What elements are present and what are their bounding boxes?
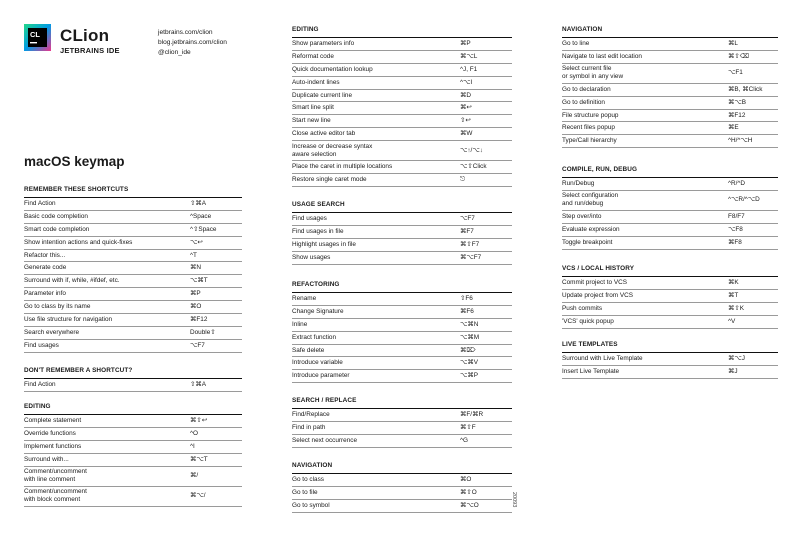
shortcut-action: Use file structure for navigation [24, 315, 113, 323]
shortcut-row [24, 288, 242, 301]
shortcut-keys: ^⌥R/^⌥D [728, 196, 760, 204]
shortcut-action: File structure popup [562, 111, 619, 119]
shortcut-row [292, 306, 512, 319]
section-title: SEARCH / REPLACE [292, 397, 512, 409]
shortcut-action: Push commits [562, 304, 603, 312]
shortcut-action: Go to definition [562, 98, 605, 106]
shortcut-action: Toggle breakpoint [562, 238, 613, 246]
shortcut-action: Find usages [292, 214, 327, 222]
shortcut-row [24, 487, 242, 507]
shortcut-keys: ⌥⌘V [460, 359, 479, 367]
shortcut-keys: ⌥F7 [460, 214, 475, 222]
shortcut-row [292, 252, 512, 265]
shortcut-action: Navigate to last edit location [562, 52, 642, 60]
shortcut-action: Find usages [24, 341, 59, 349]
shortcut-keys: ⌘F7 [460, 227, 474, 235]
shortcut-row [292, 370, 512, 383]
shortcut-keys: ^⇧Space [190, 225, 217, 233]
shortcut-action: Introduce parameter [292, 372, 350, 380]
document-code: 20093 [511, 492, 517, 508]
section-remember-these-shortcuts [24, 186, 242, 353]
shortcut-action: Find in path [292, 423, 326, 431]
shortcut-keys: ⌘⌥T [190, 455, 208, 463]
shortcut-action: Search everywhere [24, 328, 80, 336]
shortcut-keys: ^J, F1 [460, 65, 478, 73]
shortcut-action: Highlight usages in file [292, 240, 356, 248]
section-navigation [562, 26, 778, 148]
shortcut-action: Step over/into [562, 212, 602, 220]
shortcut-keys: ⌘⇧↩ [190, 416, 208, 424]
shortcut-row [292, 161, 512, 174]
shortcut-action: Complete statement [24, 416, 82, 424]
shortcut-row [292, 357, 512, 370]
shortcut-keys: ⇧⌘A [190, 380, 207, 388]
shortcut-action: Type/Call hierarchy [562, 137, 617, 145]
shortcut-action: Show intention actions and quick-fixes [24, 238, 133, 246]
section-title: NAVIGATION [562, 26, 778, 38]
shortcut-row [292, 345, 512, 358]
shortcut-action: Go to file [292, 488, 318, 496]
shortcut-action: Go to declaration [562, 85, 611, 93]
shortcut-keys: ⌘W [460, 130, 473, 138]
shortcut-action: Commit project to VCS [562, 278, 627, 286]
shortcut-keys: ^V [728, 317, 736, 325]
section-live-templates [562, 341, 778, 379]
brand-name: CLion [60, 26, 110, 45]
shortcut-keys: F8/F7 [728, 212, 745, 220]
section-refactoring [292, 281, 512, 383]
shortcut-row [24, 198, 242, 211]
shortcut-action: Rename [292, 294, 317, 302]
shortcut-action: Duplicate current line [292, 91, 353, 99]
clion-logo [24, 24, 51, 51]
shortcut-keys: ^⌥I [460, 78, 473, 86]
shortcut-action: Comment/uncomment with line comment [24, 468, 87, 484]
shortcut-action: Refactor this... [24, 251, 66, 259]
shortcut-action: Safe delete [292, 346, 325, 354]
shortcut-row [24, 224, 242, 237]
shortcut-action: Find Action [24, 199, 56, 207]
shortcut-action: Introduce variable [292, 359, 343, 367]
shortcut-row [24, 415, 242, 428]
brand-subtitle: JETBRAINS IDE [60, 46, 120, 55]
section-title: EDITING [24, 403, 242, 415]
shortcut-row [292, 226, 512, 239]
shortcut-keys: ⌥⌘N [460, 320, 479, 328]
link-blog[interactable]: blog.jetbrains.com/clion [158, 39, 227, 46]
shortcut-keys: ^T [190, 251, 197, 259]
shortcut-action: 'VCS' quick popup [562, 317, 614, 325]
shortcut-keys: ⌥⌘P [460, 372, 479, 380]
shortcut-keys: ⇧↩ [460, 117, 471, 125]
shortcut-row [24, 211, 242, 224]
shortcut-action: Show usages [292, 253, 331, 261]
shortcut-row [292, 422, 512, 435]
shortcut-row [562, 191, 778, 211]
link-twitter[interactable]: @clion_ide [158, 49, 191, 56]
shortcut-keys: ⎋ [460, 175, 466, 183]
shortcut-row [292, 115, 512, 128]
shortcut-action: Go to symbol [292, 501, 330, 509]
shortcut-row [292, 293, 512, 306]
shortcut-keys: ⌘F/⌘R [460, 410, 484, 418]
shortcut-keys: ⌘L [728, 39, 738, 47]
shortcut-row [562, 110, 778, 123]
shortcut-row [562, 224, 778, 237]
shortcut-keys: ⌘⌥F7 [460, 253, 482, 261]
shortcut-row [562, 178, 778, 191]
shortcut-row [292, 102, 512, 115]
section-search-replace [292, 397, 512, 448]
shortcut-keys: ⌘↩ [460, 104, 472, 112]
shortcut-keys: ⌘⇧F7 [460, 240, 480, 248]
shortcut-keys: ^I [190, 442, 195, 450]
shortcut-row [292, 319, 512, 332]
shortcut-keys: ⌘P [190, 290, 201, 298]
logo-text: CL [30, 30, 40, 39]
shortcut-keys: ⌘F8 [728, 238, 742, 246]
shortcut-keys: ⌘B, ⌘Click [728, 85, 763, 93]
shortcut-row [292, 487, 512, 500]
shortcut-keys: ⌘⌥B [728, 98, 747, 106]
shortcut-keys: ⌘D [460, 91, 472, 99]
section-editing [292, 26, 512, 187]
shortcut-action: Go to class by its name [24, 303, 91, 311]
shortcut-row [562, 237, 778, 250]
link-website[interactable]: jetbrains.com/clion [158, 29, 213, 36]
shortcut-row [292, 128, 512, 141]
shortcut-keys: ⌥↩ [190, 238, 203, 246]
shortcut-row [292, 239, 512, 252]
shortcut-row [292, 141, 512, 161]
shortcut-keys: ⌘O [460, 475, 472, 483]
shortcut-action: Close active editor tab [292, 130, 356, 138]
shortcut-keys: ⌘⇧⌫ [728, 52, 749, 60]
shortcut-action: Basic code completion [24, 212, 88, 220]
shortcut-row [292, 64, 512, 77]
section-vcs-local-history [562, 265, 778, 329]
section-title: REMEMBER THESE SHORTCUTS [24, 186, 242, 198]
shortcut-keys: ^R/^D [728, 179, 746, 187]
shortcut-keys: ⌘⇧O [460, 488, 477, 496]
shortcut-action: Start new line [292, 117, 331, 125]
shortcut-keys: ^Space [190, 212, 212, 220]
section-usage-search [292, 201, 512, 265]
shortcut-row [24, 237, 242, 250]
shortcut-row [24, 301, 242, 314]
brand-links [158, 28, 227, 58]
shortcut-keys: ⌘T [728, 291, 739, 299]
shortcut-row [562, 290, 778, 303]
shortcut-keys: ⌘⌦ [460, 346, 476, 354]
shortcut-row [24, 441, 242, 454]
section-navigation [292, 462, 512, 513]
shortcut-row [24, 428, 242, 441]
shortcut-action: Extract function [292, 333, 337, 341]
shortcut-action: Change Signature [292, 307, 344, 315]
shortcut-keys: ⌘N [190, 264, 202, 272]
shortcut-keys: ⌘F12 [190, 315, 208, 323]
shortcut-row [562, 51, 778, 64]
shortcut-action: Reformat code [292, 52, 334, 60]
section-title: COMPILE, RUN, DEBUG [562, 166, 778, 178]
shortcut-keys: ⌥⌘T [190, 277, 208, 285]
shortcut-row [562, 97, 778, 110]
shortcut-row [562, 353, 778, 366]
shortcut-row [292, 332, 512, 345]
shortcut-row [24, 250, 242, 263]
shortcut-keys: ⌘K [728, 278, 739, 286]
shortcut-keys: ⌥⌘M [460, 333, 480, 341]
shortcut-action: Override functions [24, 429, 76, 437]
shortcut-row [562, 135, 778, 148]
shortcut-action: Restore single caret mode [292, 175, 367, 183]
shortcut-keys: ⌥F8 [728, 225, 743, 233]
section-title: USAGE SEARCH [292, 201, 512, 213]
shortcut-action: Auto-indent lines [292, 78, 340, 86]
shortcut-row [24, 454, 242, 467]
shortcut-row [24, 379, 242, 392]
shortcut-row [24, 262, 242, 275]
shortcut-action: Go to class [292, 475, 324, 483]
shortcut-action: Show parameters info [292, 39, 355, 47]
section-editing [24, 403, 242, 507]
shortcut-keys: ⌘⇧K [728, 304, 745, 312]
shortcut-action: Smart line split [292, 104, 334, 112]
shortcut-action: Comment/uncomment with block comment [24, 488, 87, 504]
shortcut-keys: ⌘⌥/ [190, 492, 206, 500]
shortcut-keys: ^G [460, 436, 468, 444]
shortcut-action: Find Action [24, 380, 56, 388]
shortcut-row [24, 327, 242, 340]
shortcut-keys: ⌘⌥J [728, 354, 745, 362]
shortcut-action: Find/Replace [292, 410, 330, 418]
shortcut-keys: ⌘⌥L [460, 52, 478, 60]
shortcut-row [24, 314, 242, 327]
shortcut-action: Surround with... [24, 455, 69, 463]
shortcut-action: Surround with Live Template [562, 354, 643, 362]
shortcut-action: Quick documentation lookup [292, 65, 373, 73]
shortcut-keys: ^O [190, 429, 198, 437]
section-title: LIVE TEMPLATES [562, 341, 778, 353]
shortcut-keys: ⌥F1 [728, 69, 743, 77]
shortcut-action: Place the caret in multiple locations [292, 163, 393, 171]
shortcut-row [562, 303, 778, 316]
shortcut-action: Select current file or symbol in any view [562, 65, 624, 81]
shortcut-keys: ⌘E [728, 124, 739, 132]
page-title: macOS keymap [24, 154, 125, 169]
shortcut-row [562, 38, 778, 51]
section-compile-run-debug [562, 166, 778, 250]
shortcut-keys: ⌥⇧Click [460, 163, 487, 171]
shortcut-action: Update project from VCS [562, 291, 634, 299]
shortcut-action: Run/Debug [562, 179, 595, 187]
shortcut-action: Select next occurrence [292, 436, 358, 444]
shortcut-row [562, 277, 778, 290]
shortcut-action: Recent files popup [562, 124, 615, 132]
shortcut-row [292, 38, 512, 51]
shortcut-row [292, 213, 512, 226]
section-title: NAVIGATION [292, 462, 512, 474]
shortcut-row [24, 467, 242, 487]
shortcut-action: Generate code [24, 264, 67, 272]
shortcut-row [292, 409, 512, 422]
shortcut-keys: ⇧⌘A [190, 199, 207, 207]
shortcut-keys: ⌘⌥O [460, 501, 479, 509]
shortcut-keys: ^H/^⌥H [728, 137, 753, 145]
shortcut-action: Parameter info [24, 290, 66, 298]
shortcut-row [292, 435, 512, 448]
section-title: REFACTORING [292, 281, 512, 293]
shortcut-row [562, 84, 778, 97]
shortcut-row [24, 340, 242, 353]
shortcut-keys: ⌘/ [190, 472, 199, 480]
section-title: EDITING [292, 26, 512, 38]
shortcut-row [292, 500, 512, 513]
shortcut-row [292, 474, 512, 487]
shortcut-row [292, 174, 512, 187]
shortcut-row [562, 366, 778, 379]
shortcut-action: Insert Live Template [562, 367, 620, 375]
shortcut-action: Smart code completion [24, 225, 90, 233]
shortcut-row [24, 275, 242, 288]
shortcut-keys: ⌘P [460, 39, 471, 47]
shortcut-action: Find usages in file [292, 227, 344, 235]
shortcut-keys: ⌘J [728, 367, 738, 375]
shortcut-keys: ⌘⇧F [460, 423, 476, 431]
shortcut-row [562, 211, 778, 224]
section-don-t-remember-a-shortcut [24, 367, 242, 392]
shortcut-row [292, 77, 512, 90]
shortcut-keys: ⌘O [190, 303, 202, 311]
shortcut-action: Select configuration and run/debug [562, 192, 619, 208]
shortcut-row [562, 64, 778, 84]
shortcut-keys: ⌥↑/⌥↓ [460, 146, 483, 154]
shortcut-action: Increase or decrease syntax aware selection [292, 142, 373, 158]
shortcut-action: Inline [292, 320, 308, 328]
shortcut-action: Go to line [562, 39, 590, 47]
shortcut-row [292, 90, 512, 103]
shortcut-row [562, 316, 778, 329]
shortcut-keys: ⌘F6 [460, 307, 474, 315]
shortcut-keys: ⌘F12 [728, 111, 746, 119]
shortcut-row [562, 122, 778, 135]
shortcut-action: Evaluate expression [562, 225, 620, 233]
section-title: DON'T REMEMBER A SHORTCUT? [24, 367, 242, 379]
shortcut-keys: ⇧F6 [460, 294, 473, 302]
shortcut-keys: Double⇧ [190, 328, 216, 336]
shortcut-action: Surround with if, while, #ifdef, etc. [24, 277, 120, 285]
shortcut-action: Implement functions [24, 442, 82, 450]
shortcut-row [292, 51, 512, 64]
shortcut-keys: ⌥F7 [190, 341, 205, 349]
section-title: VCS / LOCAL HISTORY [562, 265, 778, 277]
